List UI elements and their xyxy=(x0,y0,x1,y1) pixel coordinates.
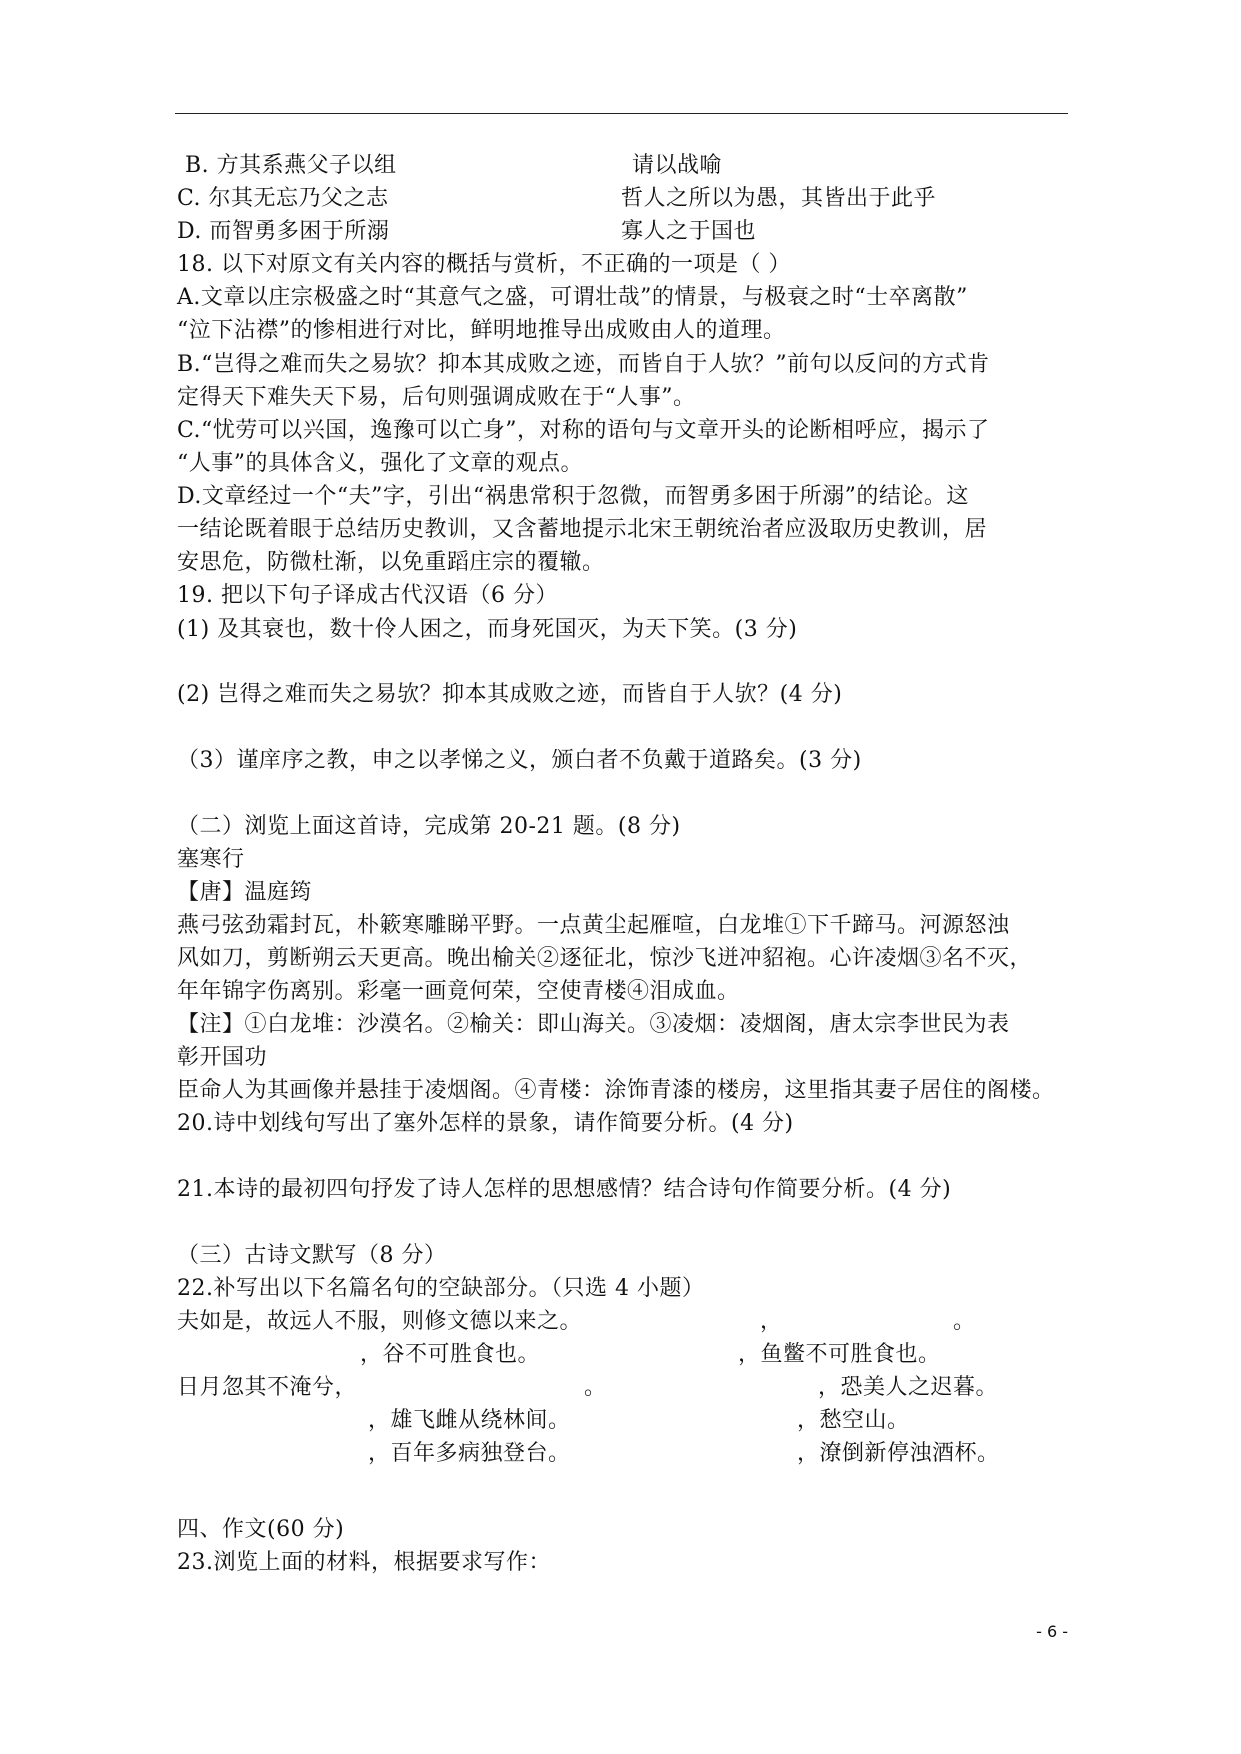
q19-item-3: （3）谨庠序之教，申之以孝悌之义，颁白者不负戴于道路矣。(3 分) xyxy=(177,748,862,773)
fill-1-comma: ， xyxy=(760,1309,783,1334)
poem-note-line-2: 彰开国功 xyxy=(177,1045,268,1070)
question-19: 19. 把以下句子译成古代汉语（6 分） xyxy=(177,583,558,608)
option-b-right: 请以战喻 xyxy=(632,153,723,178)
fill-4-text-b: ，愁空山。 xyxy=(797,1408,910,1433)
q18-option-a-line1: A.文章以庄宗极盛之时“其意气之盛，可谓壮哉”的情景，与极衰之时“士卒离散” xyxy=(177,285,968,310)
q18-option-c-line2: “人事”的具体含义，强化了文章的观点。 xyxy=(177,451,583,476)
poem-note-line-3: 臣命人为其画像并悬挂于凌烟阁。④青楼：涂饰青漆的楼房，这里指其妻子居住的阁楼。 xyxy=(177,1078,1055,1103)
q18-option-d-line2: 一结论既着眼于总结历史教训，又含蓄地提示北宋王朝统治者应汲取历史教训，居 xyxy=(177,517,988,542)
q19-item-2: (2) 岂得之难而失之易欤？抑本其成败之迹，而皆自于人欤？(4 分) xyxy=(177,682,843,707)
section-4-heading: 四、作文(60 分) xyxy=(177,1517,345,1542)
fill-3-text-b: ，恐美人之迟暮。 xyxy=(818,1375,999,1400)
fill-4-text-a: ，雄飞雌从绕林间。 xyxy=(368,1408,571,1433)
fill-2-text-a: ，谷不可胜食也。 xyxy=(360,1342,541,1367)
section-2-heading: （二）浏览上面这首诗，完成第 20-21 题。(8 分) xyxy=(177,814,681,839)
fill-5-text-b: ，潦倒新停浊酒杯。 xyxy=(797,1441,1000,1466)
poem-author: 【唐】温庭筠 xyxy=(177,880,313,905)
poem-title: 塞寒行 xyxy=(177,847,245,872)
poem-line-1: 燕弓弦劲霜封瓦，朴簌寒雕睇平野。一点黄尘起雁喧，白龙堆①下千蹄马。河源怒浊 xyxy=(177,913,1010,938)
q18-option-a-line2: “泣下沾襟”的惨相进行对比，鲜明地推导出成败由人的道理。 xyxy=(177,318,786,343)
question-20: 20.诗中划线句写出了塞外怎样的景象，请作简要分析。(4 分) xyxy=(177,1111,794,1136)
poem-line-3: 年年锦字伤离别。彩毫一画竟何荣，空使青楼④泪成血。 xyxy=(177,979,740,1004)
fill-1-text: 夫如是，故远人不服，则修文德以来之。 xyxy=(177,1309,583,1334)
page-number: - 6 - xyxy=(1036,1622,1068,1641)
question-21: 21.本诗的最初四句抒发了诗人怎样的思想感情？结合诗句作简要分析。(4 分) xyxy=(177,1177,952,1202)
fill-2-text-b: ，鱼鳖不可胜食也。 xyxy=(738,1342,941,1367)
q19-item-1: (1) 及其衰也，数十伶人困之，而身死国灭，为天下笑。(3 分) xyxy=(177,617,798,642)
question-23: 23.浏览上面的材料，根据要求写作： xyxy=(177,1550,551,1575)
q18-option-d-line3: 安思危，防微杜渐，以免重蹈庄宗的覆辙。 xyxy=(177,550,605,575)
question-22: 22.补写出以下名篇名句的空缺部分。（只选 4 小题） xyxy=(177,1276,705,1301)
q18-option-c-line1: C.“忧劳可以兴国，逸豫可以亡身”，对称的语句与文章开头的论断相呼应，揭示了 xyxy=(177,418,990,443)
fill-3-period: 。 xyxy=(584,1375,607,1400)
poem-line-2: 风如刀，剪断朔云天更高。晚出榆关②逐征北，惊沙飞迸冲貂袍。心许凌烟③名不灭， xyxy=(177,946,1033,971)
q18-option-b-line2: 定得天下难失天下易，后句则强调成败在于“人事”。 xyxy=(177,385,696,410)
q18-option-b-line1: B.“岂得之难而失之易欤？抑本其成败之迹，而皆自于人欤？”前句以反问的方式肯 xyxy=(177,352,990,377)
poem-note-line-1: 【注】①白龙堆：沙漠名。②榆关：即山海关。③凌烟：凌烟阁，唐太宗李世民为表 xyxy=(177,1012,1010,1037)
fill-3-text-a: 日月忽其不淹兮， xyxy=(177,1375,358,1400)
q18-option-d-line1: D.文章经过一个“夫”字，引出“祸患常积于忽微，而智勇多困于所溺”的结论。这 xyxy=(177,484,969,509)
option-d-right: 寡人之于国也 xyxy=(621,219,757,244)
section-3-heading: （三）古诗文默写（8 分） xyxy=(177,1243,447,1268)
option-c-right: 哲人之所以为愚，其皆出于此乎 xyxy=(621,186,937,211)
header-rule xyxy=(175,113,1068,114)
option-d-left: D. 而智勇多困于所溺 xyxy=(177,219,390,244)
option-b-left: B. 方其系燕父子以组 xyxy=(185,153,397,178)
fill-1-period: 。 xyxy=(953,1309,976,1334)
question-18: 18. 以下对原文有关内容的概括与赏析，不正确的一项是（ ） xyxy=(177,252,791,277)
fill-5-text-a: ，百年多病独登台。 xyxy=(368,1441,571,1466)
option-c-left: C. 尔其无忘乃父之志 xyxy=(177,186,389,211)
